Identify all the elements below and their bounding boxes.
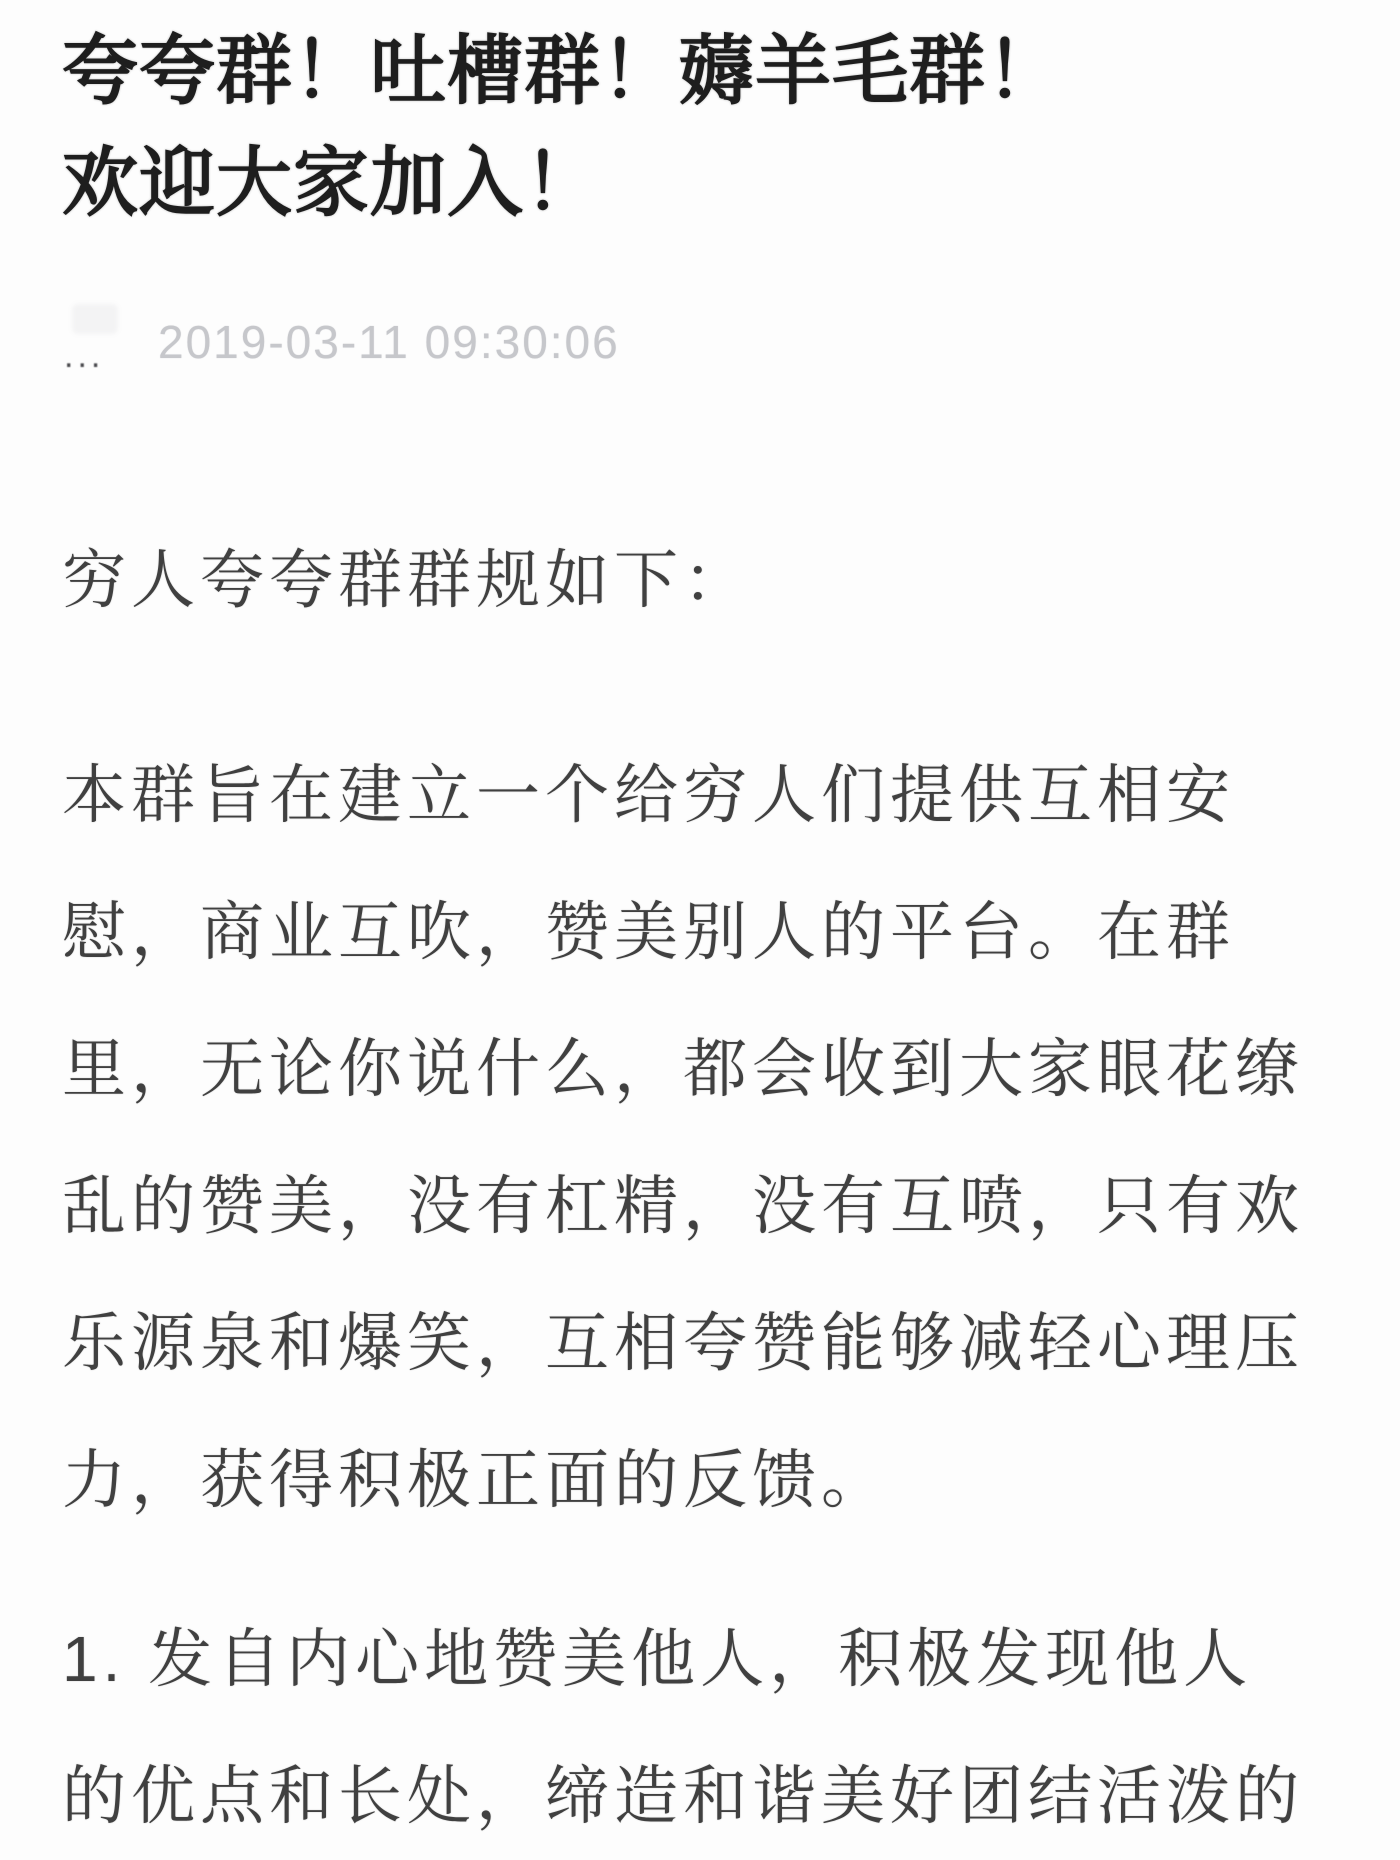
intro-paragraph [62,727,1345,1549]
post-title [62,16,1345,240]
rule-1-line: 的优点和长处，缔造和谐美好团结活泼的 [62,1760,1304,1832]
author-ellipsis: ... [64,337,105,375]
intro-line: 慰，商业互吹，赞美别人的平台。在群 [62,896,1235,968]
rule-1-paragraph [62,1591,1345,1860]
post-timestamp: 2019-03-11 09:30:06 [158,316,620,368]
intro-line: 里，无论你说什么，都会收到大家眼花缭 [62,1033,1304,1105]
post-meta-row [62,298,1345,375]
rule-1-line: 1. 发自内心地赞美他人，积极发现他人 [62,1623,1253,1695]
post-title-line2: 欢迎大家加入！ [62,141,601,226]
author-blank-area [62,298,140,375]
intro-line: 本群旨在建立一个给穷人们提供互相安 [62,759,1235,831]
intro-line: 乐源泉和爆笑，互相夸赞能够减轻心理压 [62,1307,1304,1379]
post-title-line1: 夸夸群！吐槽群！薅羊毛群！ [62,29,1063,114]
avatar-ghost [72,304,118,334]
intro-line: 乱的赞美，没有杠精，没有互喷，只有欢 [62,1170,1304,1242]
intro-line: 力，获得积极正面的反馈。 [62,1444,890,1516]
section-heading: 穷人夸夸群群规如下： [62,544,752,616]
